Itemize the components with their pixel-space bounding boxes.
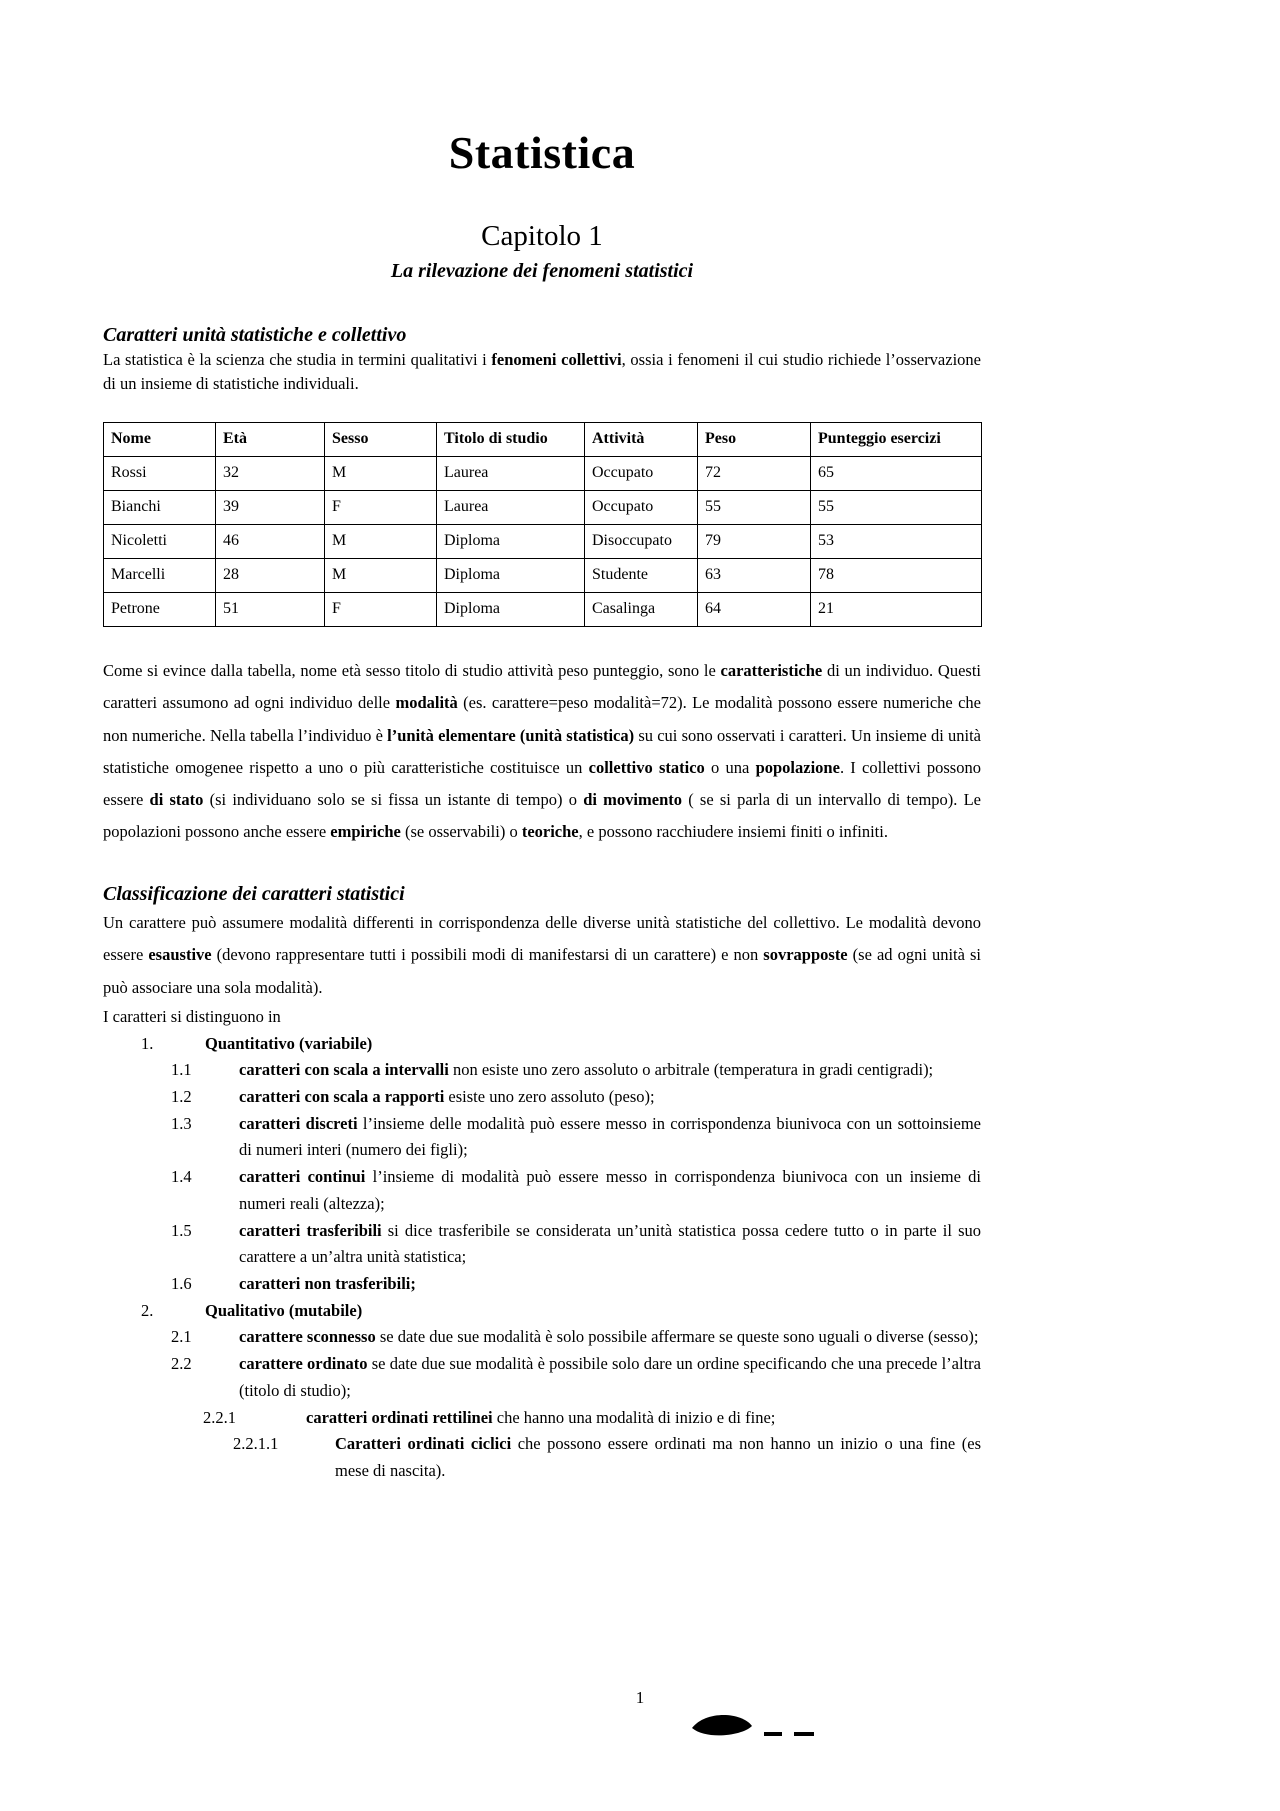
table-cell: Diploma xyxy=(437,525,585,559)
table-cell: 55 xyxy=(811,491,982,525)
classification-list-item xyxy=(103,1324,981,1351)
table-cell: 28 xyxy=(216,559,325,593)
classification-list xyxy=(103,1031,981,1485)
table-header-row xyxy=(104,423,982,457)
list-item-text: caratteri continui l’insieme di modalità può essere messo in corrispondenza biunivoca con un insieme di numeri reali (altezza); xyxy=(239,1167,981,1213)
table-cell: 78 xyxy=(811,559,982,593)
footer-scribble-mark xyxy=(690,1706,830,1746)
list-item-number: 2. xyxy=(141,1300,154,1320)
chapter-title: Capitolo 1 xyxy=(481,219,603,252)
classification-list-item xyxy=(103,1031,981,1058)
spacer-before-table xyxy=(103,396,981,422)
table-cell: 72 xyxy=(698,457,811,491)
table-column-header: Nome xyxy=(104,423,216,457)
list-item-number: 2.2 xyxy=(171,1354,192,1374)
table-row xyxy=(104,559,982,593)
table-cell: Marcelli xyxy=(104,559,216,593)
table-cell: 55 xyxy=(698,491,811,525)
table-cell: 53 xyxy=(811,525,982,559)
table-row xyxy=(104,457,982,491)
classification-list-item xyxy=(103,1218,981,1271)
table-cell: Studente xyxy=(585,559,698,593)
list-item-number: 1.4 xyxy=(171,1167,192,1187)
table-cell: Diploma xyxy=(437,559,585,593)
list-item-text: Qualitativo (mutabile) xyxy=(205,1300,363,1320)
table-column-header: Titolo di studio xyxy=(437,423,585,457)
classification-list-item xyxy=(103,1057,981,1084)
list-item-text: Quantitativo (variabile) xyxy=(205,1033,373,1053)
list-item-text: carattere ordinato se date due sue modalità è possibile solo dare un ordine specificando che una precede l’altra (titolo di studio); xyxy=(239,1354,981,1400)
table-cell: M xyxy=(325,525,437,559)
list-item-text: caratteri con scala a rapporti esiste uno zero assoluto (peso); xyxy=(239,1086,655,1106)
table-cell: Rossi xyxy=(104,457,216,491)
section-heading-caratteri: Caratteri unità statistiche e collettivo xyxy=(103,324,407,347)
table-cell: 39 xyxy=(216,491,325,525)
classification-list-item xyxy=(103,1164,981,1217)
table-cell: Laurea xyxy=(437,491,585,525)
list-item-number: 1. xyxy=(141,1033,154,1053)
section-heading-classificazione: Classificazione dei caratteri statistici xyxy=(103,883,405,906)
list-item-text: carattere sconnesso se date due sue modalità è solo possibile affermare se queste sono uguali o diverse (sesso); xyxy=(239,1327,979,1347)
table-cell: 64 xyxy=(698,593,811,627)
chapter-subtitle: La rilevazione dei fenomeni statistici xyxy=(390,260,694,283)
table-column-header: Punteggio esercizi xyxy=(811,423,982,457)
page-content xyxy=(103,0,981,1485)
table-column-header: Peso xyxy=(698,423,811,457)
table-cell: Occupato xyxy=(585,491,698,525)
list-item-number: 1.5 xyxy=(171,1220,192,1240)
classification-list-item xyxy=(103,1111,981,1164)
document-title: Statistica xyxy=(448,127,636,178)
section-caratteri xyxy=(103,283,981,396)
section-intro-paragraph-caratteri: La statistica è la scienza che studia in termini qualitativi i fenomeni collettivi, ossia i fenomeni il cui studio richiede l’osservazione di un insieme di statistiche individuali. xyxy=(103,350,981,394)
table-row xyxy=(104,525,982,559)
table-cell: F xyxy=(325,491,437,525)
list-item-number: 2.2.1 xyxy=(203,1407,236,1427)
table-cell: Casalinga xyxy=(585,593,698,627)
table-cell: Occupato xyxy=(585,457,698,491)
table-column-header: Età xyxy=(216,423,325,457)
spacer-after-table xyxy=(103,627,981,655)
classification-list-item xyxy=(103,1431,981,1484)
list-item-text: caratteri con scala a intervalli non esiste uno zero assoluto o arbitrale (temperatura in gradi centigradi); xyxy=(239,1060,934,1080)
table-cell: Bianchi xyxy=(104,491,216,525)
table-cell: 21 xyxy=(811,593,982,627)
list-lead-in: I caratteri si distinguono in xyxy=(103,1006,281,1026)
classification-list-item xyxy=(103,1298,981,1325)
table-cell: Diploma xyxy=(437,593,585,627)
table-row xyxy=(104,491,982,525)
list-item-text: caratteri discreti l’insieme delle modalità può essere messo in corrispondenza biunivoca con un sottoinsieme di numeri interi (numero dei figli); xyxy=(239,1113,981,1160)
list-item-text: Caratteri ordinati ciclici che possono essere ordinati ma non hanno un inizio o una fine (es mese di nascita). xyxy=(335,1434,982,1480)
table-cell: M xyxy=(325,457,437,491)
list-item-number: 2.2.1.1 xyxy=(233,1434,279,1454)
section-classificazione xyxy=(103,848,981,1030)
table-cell: 79 xyxy=(698,525,811,559)
list-item-number: 2.1 xyxy=(171,1327,192,1347)
list-item-number: 1.1 xyxy=(171,1060,192,1080)
classification-list-item xyxy=(103,1351,981,1404)
paragraph-after-table: Come si evince dalla tabella, nome età sesso titolo di studio attività peso punteggio, sono le caratteristiche di un individuo. Questi caratteri assumono ad ogni individuo delle modalità (es. carattere=peso modalità=72). Le modalità possono essere numeriche che non numeriche. Nella tabella l’individuo è l’unità elementare (unità statistica) su cui sono osservati i caratteri. Un insieme di unità statistiche omogenee rispetto a uno o più caratteristiche costituisce un collettivo statico o una popolazione. I collettivi possono essere di stato (si individuano solo se si fissa un istante di tempo) o di movimento ( se si parla di un intervallo di tempo). Le popolazioni possono anche essere empiriche (se osservabili) o teoriche, e possono racchiudere insiemi finiti o infiniti. xyxy=(103,661,982,842)
list-item-number: 1.2 xyxy=(171,1086,192,1106)
table-cell: Disoccupato xyxy=(585,525,698,559)
page-number: 1 xyxy=(635,1688,645,1707)
list-item-number: 1.6 xyxy=(171,1273,192,1293)
table-header xyxy=(104,423,982,457)
table-cell: M xyxy=(325,559,437,593)
classification-list-item xyxy=(103,1271,981,1298)
table-column-header: Attività xyxy=(585,423,698,457)
table-cell: 65 xyxy=(811,457,982,491)
table-cell: Laurea xyxy=(437,457,585,491)
table-body xyxy=(104,457,982,627)
statistics-table xyxy=(103,422,982,627)
classification-list-item xyxy=(103,1084,981,1111)
list-item-number: 1.3 xyxy=(171,1113,192,1133)
table-row xyxy=(104,593,982,627)
table-cell: 32 xyxy=(216,457,325,491)
classification-list-item xyxy=(103,1405,981,1432)
table-column-header: Sesso xyxy=(325,423,437,457)
list-item-text: caratteri trasferibili si dice trasferibile se considerata un’unità statistica possa cedere tutto o in parte il suo carattere a un’altra unità statistica; xyxy=(239,1220,982,1267)
table-cell: F xyxy=(325,593,437,627)
list-item-text: caratteri non trasferibili; xyxy=(239,1273,416,1293)
table-cell: Petrone xyxy=(104,593,216,627)
table-cell: Nicoletti xyxy=(104,525,216,559)
table-cell: 63 xyxy=(698,559,811,593)
table-cell: 46 xyxy=(216,525,325,559)
list-item-text: caratteri ordinati rettilinei che hanno una modalità di inizio e di fine; xyxy=(306,1407,776,1427)
section-intro-paragraph-classificazione: Un carattere può assumere modalità differenti in corrispondenza delle diverse unità statistiche del collettivo. Le modalità devono essere esaustive (devono rappresentare tutti i possibili modi di manifestarsi di un carattere) e non sovrapposte (se ad ogni unità si può associare una sola modalità). xyxy=(103,913,981,997)
table-cell: 51 xyxy=(216,593,325,627)
